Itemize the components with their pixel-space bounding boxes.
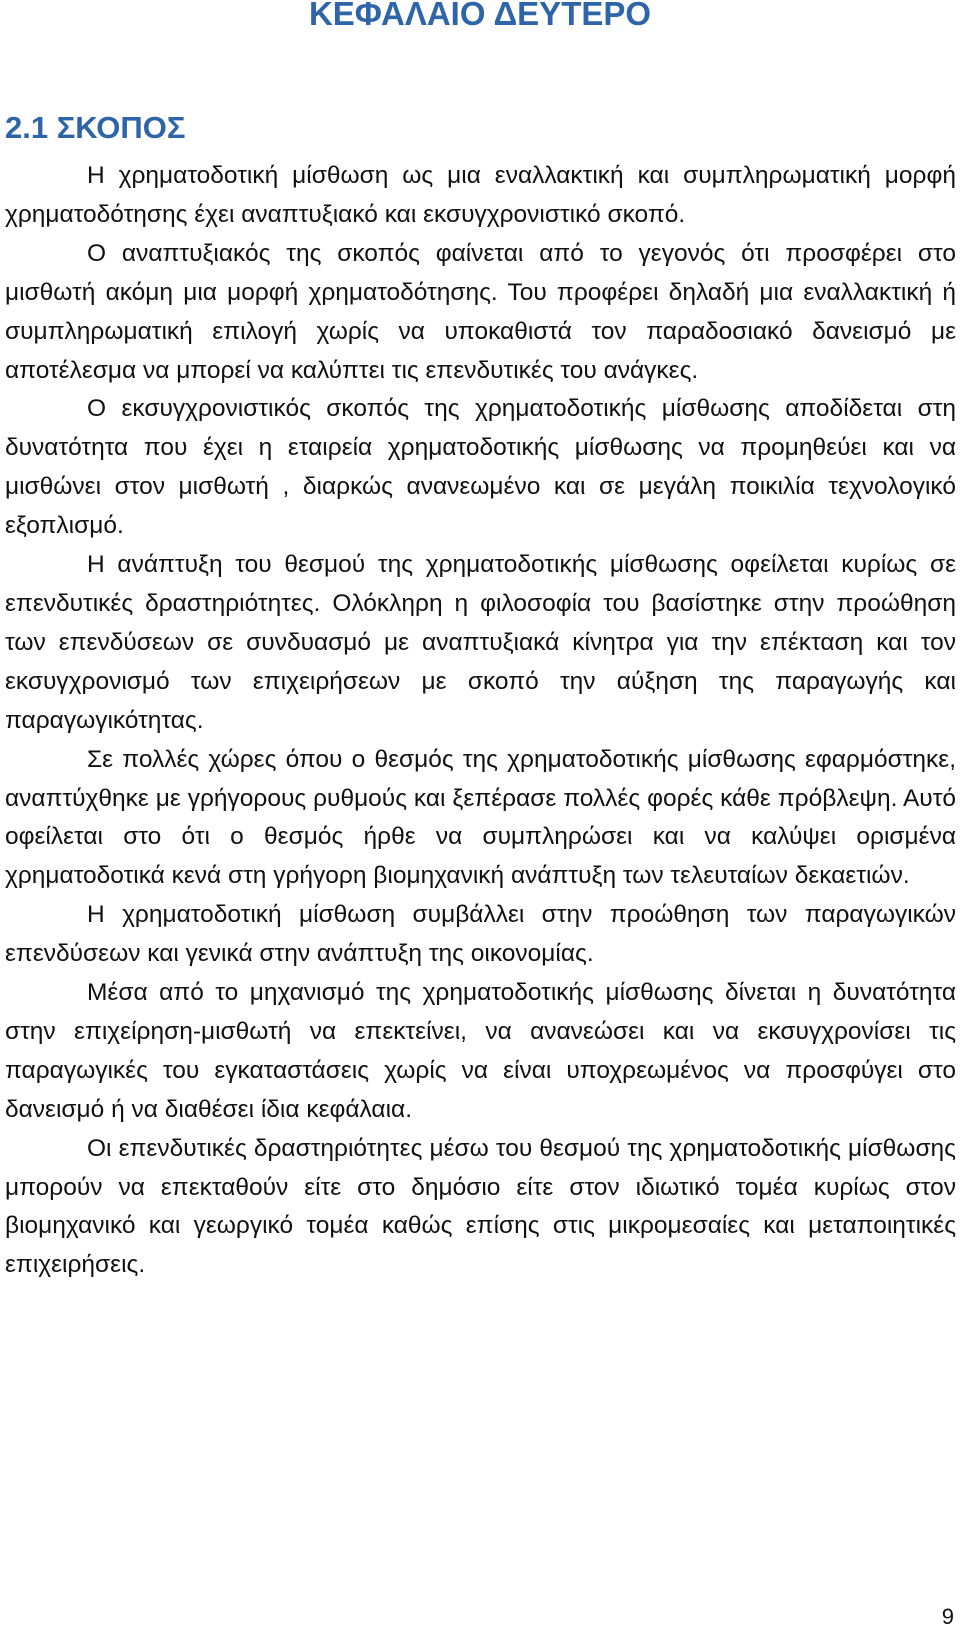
section-heading: 2.1 ΣΚΟΠΟΣ: [5, 110, 186, 145]
chapter-title: ΚΕΦΑΛΑΙΟ ΔΕΥΤΕΡΟ: [308, 0, 652, 32]
paragraph: Η χρηματοδοτική μίσθωση συμβάλλει στην προώθηση των παραγωγικών επενδύσεων και γενικά στην ανάπτυξη της οικονομίας.: [5, 901, 956, 968]
paragraph: Ο αναπτυξιακός της σκοπός φαίνεται από το γεγονός ότι προσφέρει στο μισθωτή ακόμη μια μορφή χρηματοδότησης. Του προφέρει δηλαδή μια εναλλακτική ή συμπληρωματική επιλογή χωρίς να υποκαθιστά τον παραδοσιακό δανεισμό με αποτέλεσμα να μπορεί να καλύπτει τις επενδυτικές του ανάγκες.: [5, 239, 956, 384]
paragraph: Οι επενδυτικές δραστηριότητες μέσω του θεσμού της χρηματοδοτικής μίσθωσης μπορούν να επεκταθούν είτε στο δημόσιο είτε στον ιδιωτικό τομέα κυρίως στον βιομηχανικό και γεωργικό τομέα καθώς επίσης στις μικρομεσαίες και μεταποιητικές επιχειρήσεις.: [5, 1134, 956, 1279]
paragraph: Ο εκσυγχρονιστικός σκοπός της χρηματοδοτικής μίσθωσης αποδίδεται στη δυνατότητα που έχει η εταιρεία χρηματοδοτικής μίσθωσης να προμηθεύει και να μισθώνει στον μισθωτή , διαρκώς ανανεωμένο και σε μεγάλη ποικιλία τεχνολογικό εξοπλισμό.: [5, 395, 956, 540]
paragraph: Σε πολλές χώρες όπου ο θεσμός της χρηματοδοτικής μίσθωσης εφαρμόστηκε, αναπτύχθηκε με γρήγορους ρυθμούς και ξεπέρασε πολλές φορές κάθε πρόβλεψη. Αυτό οφείλεται στο ότι ο θεσμός ήρθε να συμπληρώσει και να καλύψει ορισμένα χρηματοδοτικά κενά στη γρήγορη βιομηχανική ανάπτυξη των τελευταίων δεκαετιών.: [5, 745, 956, 890]
paragraph: Η ανάπτυξη του θεσμού της χρηματοδοτικής μίσθωσης οφείλεται κυρίως σε επενδυτικές δραστηριότητες. Ολόκληρη η φιλοσοφία του βασίστηκε στην προώθηση των επενδύσεων σε συνδυασμό με αναπτυξιακά κίνητρα για την επέκταση και τον εκσυγχρονισμό των επιχειρήσεων με σκοπό την αύξηση της παραγωγής και παραγωγικότητας.: [5, 551, 956, 734]
paragraph: Μέσα από το μηχανισμό της χρηματοδοτικής μίσθωσης δίνεται η δυνατότητα στην επιχείρηση-μισθωτή να επεκτείνει, να ανανεώσει και να εκσυγχρονίσει τις παραγωγικές του εγκαταστάσεις χωρίς να είναι υποχρεωμένος να προσφύγει στο δανεισμό ή να διαθέσει ίδια κεφάλαια.: [5, 979, 956, 1123]
document-body: [5, 157, 956, 1285]
page-number: 9: [941, 1604, 954, 1629]
paragraph: Η χρηματοδοτική μίσθωση ως μια εναλλακτική και συμπληρωματική μορφή χρηματοδότησης έχει αναπτυξιακό και εκσυγχρονιστικό σκοπό.: [5, 162, 956, 228]
